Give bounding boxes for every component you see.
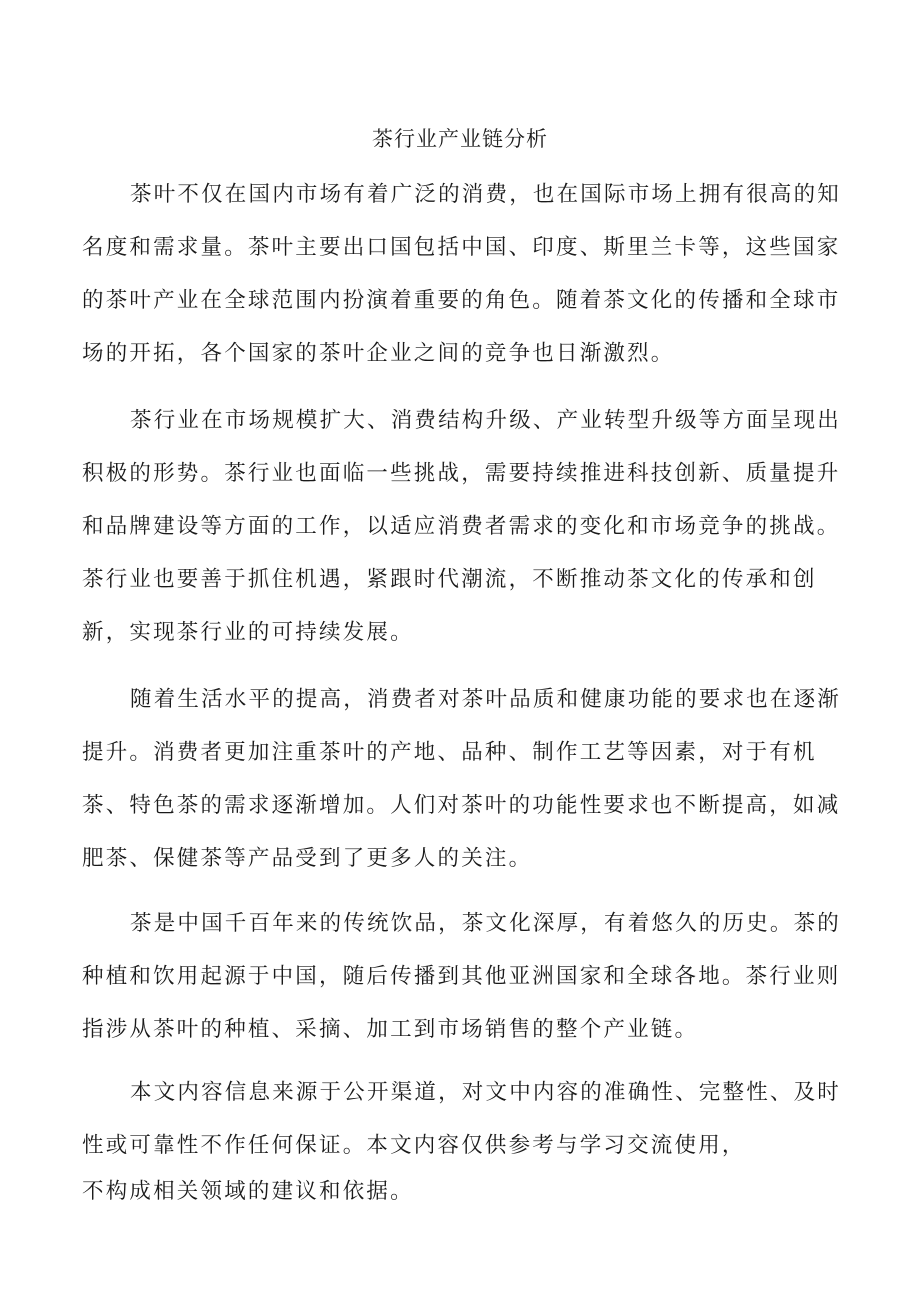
- paragraph-line: 不构成相关领域的建议和依据。: [82, 1179, 414, 1204]
- document-title: 茶行业产业链分析: [372, 127, 548, 151]
- paragraph-line: 名度和需求量。茶叶主要出口国包括中国、印度、斯里兰卡等，这些国家: [82, 235, 841, 260]
- paragraph-line: 新，实现茶行业的可持续发展。: [82, 620, 414, 645]
- paragraph-line: 茶、特色茶的需求逐渐增加。人们对茶叶的功能性要求也不断提高，如减: [82, 793, 841, 818]
- paragraph-line: 茶叶不仅在国内市场有着广泛的消费，也在国际市场上拥有很高的知: [130, 182, 842, 207]
- paragraph-line: 积极的形势。茶行业也面临一些挑战，需要持续推进科技创新、质量提升: [82, 461, 841, 486]
- paragraph-1: [82, 168, 842, 380]
- paragraph-line: 茶行业也要善于抓住机遇，紧跟时代潮流，不断推动茶文化的传承和创: [82, 567, 817, 592]
- paragraph-4: [82, 897, 842, 1056]
- paragraph-line: 茶是中国千百年来的传统饮品，茶文化深厚，有着悠久的历史。茶的: [130, 911, 842, 936]
- paragraph-line: 茶行业在市场规模扩大、消费结构升级、产业转型升级等方面呈现出: [130, 408, 842, 433]
- paragraph-line: 本文内容信息来源于公开渠道，对文中内容的准确性、完整性、及时: [130, 1080, 842, 1105]
- paragraph-line: 指涉从茶叶的种植、采摘、加工到市场销售的整个产业链。: [82, 1017, 699, 1042]
- paragraph-line: 场的开拓，各个国家的茶叶企业之间的竞争也日渐激烈。: [82, 341, 675, 366]
- paragraph-2: [82, 394, 842, 659]
- paragraph-line: 的茶叶产业在全球范围内扮演着重要的角色。随着茶文化的传播和全球市: [82, 288, 841, 313]
- paragraph-line: 性或可靠性不作任何保证。本文内容仅供参考与学习交流使用，: [82, 1133, 746, 1158]
- paragraph-3: [82, 673, 842, 885]
- paragraph-line: 种植和饮用起源于中国，随后传播到其他亚洲国家和全球各地。茶行业则: [82, 964, 841, 989]
- paragraph-line: 肥茶、保健茶等产品受到了更多人的关注。: [82, 846, 533, 871]
- paragraph-line: 提升。消费者更加注重茶叶的产地、品种、制作工艺等因素，对于有机: [82, 740, 817, 765]
- paragraph-line: 和品牌建设等方面的工作，以适应消费者需求的变化和市场竞争的挑战。: [82, 514, 841, 539]
- disclaimer-paragraph: [82, 1066, 842, 1211]
- paragraph-line: 随着生活水平的提高，消费者对茶叶品质和健康功能的要求也在逐渐: [130, 687, 842, 712]
